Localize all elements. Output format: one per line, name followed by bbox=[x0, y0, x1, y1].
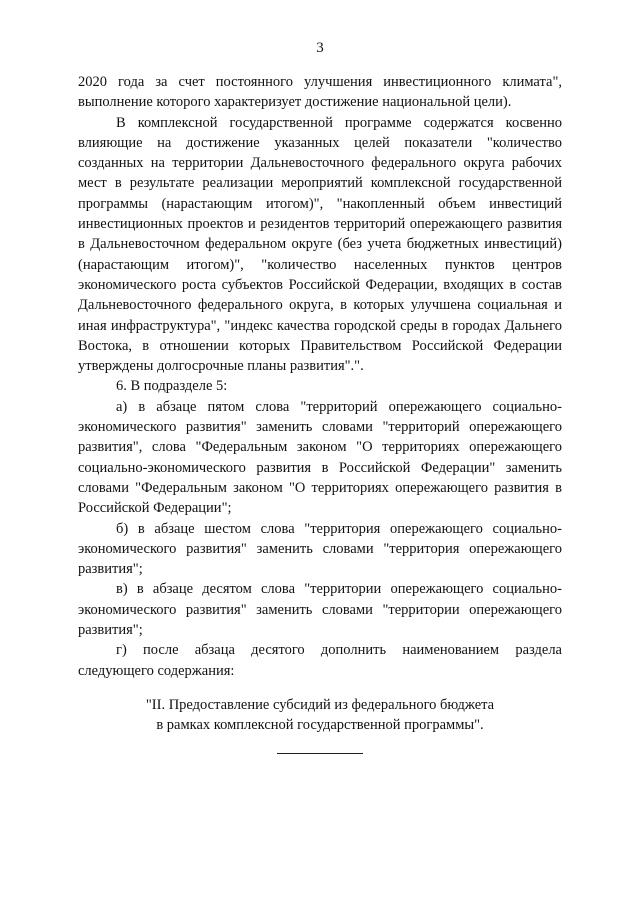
section-heading-line-2: в рамках комплексной государственной программы". bbox=[156, 717, 484, 734]
paragraph-item-6: 6. В подразделе 5: bbox=[116, 378, 228, 395]
end-divider bbox=[277, 753, 363, 754]
paragraph-continuation: 2020 года за счет постоянного улучшения инвестиционного климата", выполнение которого характеризует достижение национальной цели). bbox=[78, 74, 562, 111]
paragraph-indicators: В комплексной государственной программе содержатся косвенно влияющие на достижение указанных целей показатели "количество созданных на территории Дальневосточного федерального округа рабочих мест в результате реализации мероприятий комплексной государственной программы (нарастающим итогом)", "накопленный объем инвестиций инвестиционных проектов и резидентов территорий опережающего развития в Дальневосточном федеральном округе (без учета бюджетных инвестиций) (нарастающим итогом)", "количество населенных пунктов центров экономического роста субъектов Российской Федерации, входящих в состав Дальневосточного федерального округа, в которых улучшена социальная и иная инфраструктура", "индекс качества городской среды в городах Дальнего Востока, в отношении которых Правительством Российской Федерации утверждены долгосрочные планы развития".". bbox=[78, 114, 562, 375]
page-number: 3 bbox=[316, 40, 324, 56]
paragraph-subitem-v: в) в абзаце десятом слова "территории опережающего социально-экономического развития" заменить словами "территории опережающего развития"; bbox=[78, 581, 562, 639]
section-heading-line-1: "II. Предоставление субсидий из федерального бюджета bbox=[145, 696, 495, 713]
document-body bbox=[78, 72, 562, 736]
section-heading bbox=[78, 695, 562, 736]
paragraph-subitem-a: а) в абзаце пятом слова "территорий опережающего социально-экономического развития" заменить словами "территорий опережающего развития", слова "Федеральным законом "О территориях опережающего социально-экономического развития в Российской Федерации" заменить словами "Федеральным законом "О территориях опережающего развития в Российской Федерации"; bbox=[78, 398, 562, 517]
paragraph-subitem-g: г) после абзаца десятого дополнить наименованием раздела следующего содержания: bbox=[78, 642, 562, 679]
paragraph-subitem-b: б) в абзаце шестом слова "территория опережающего социально-экономического развития" заменить словами "территория опережающего развития"; bbox=[78, 520, 562, 578]
